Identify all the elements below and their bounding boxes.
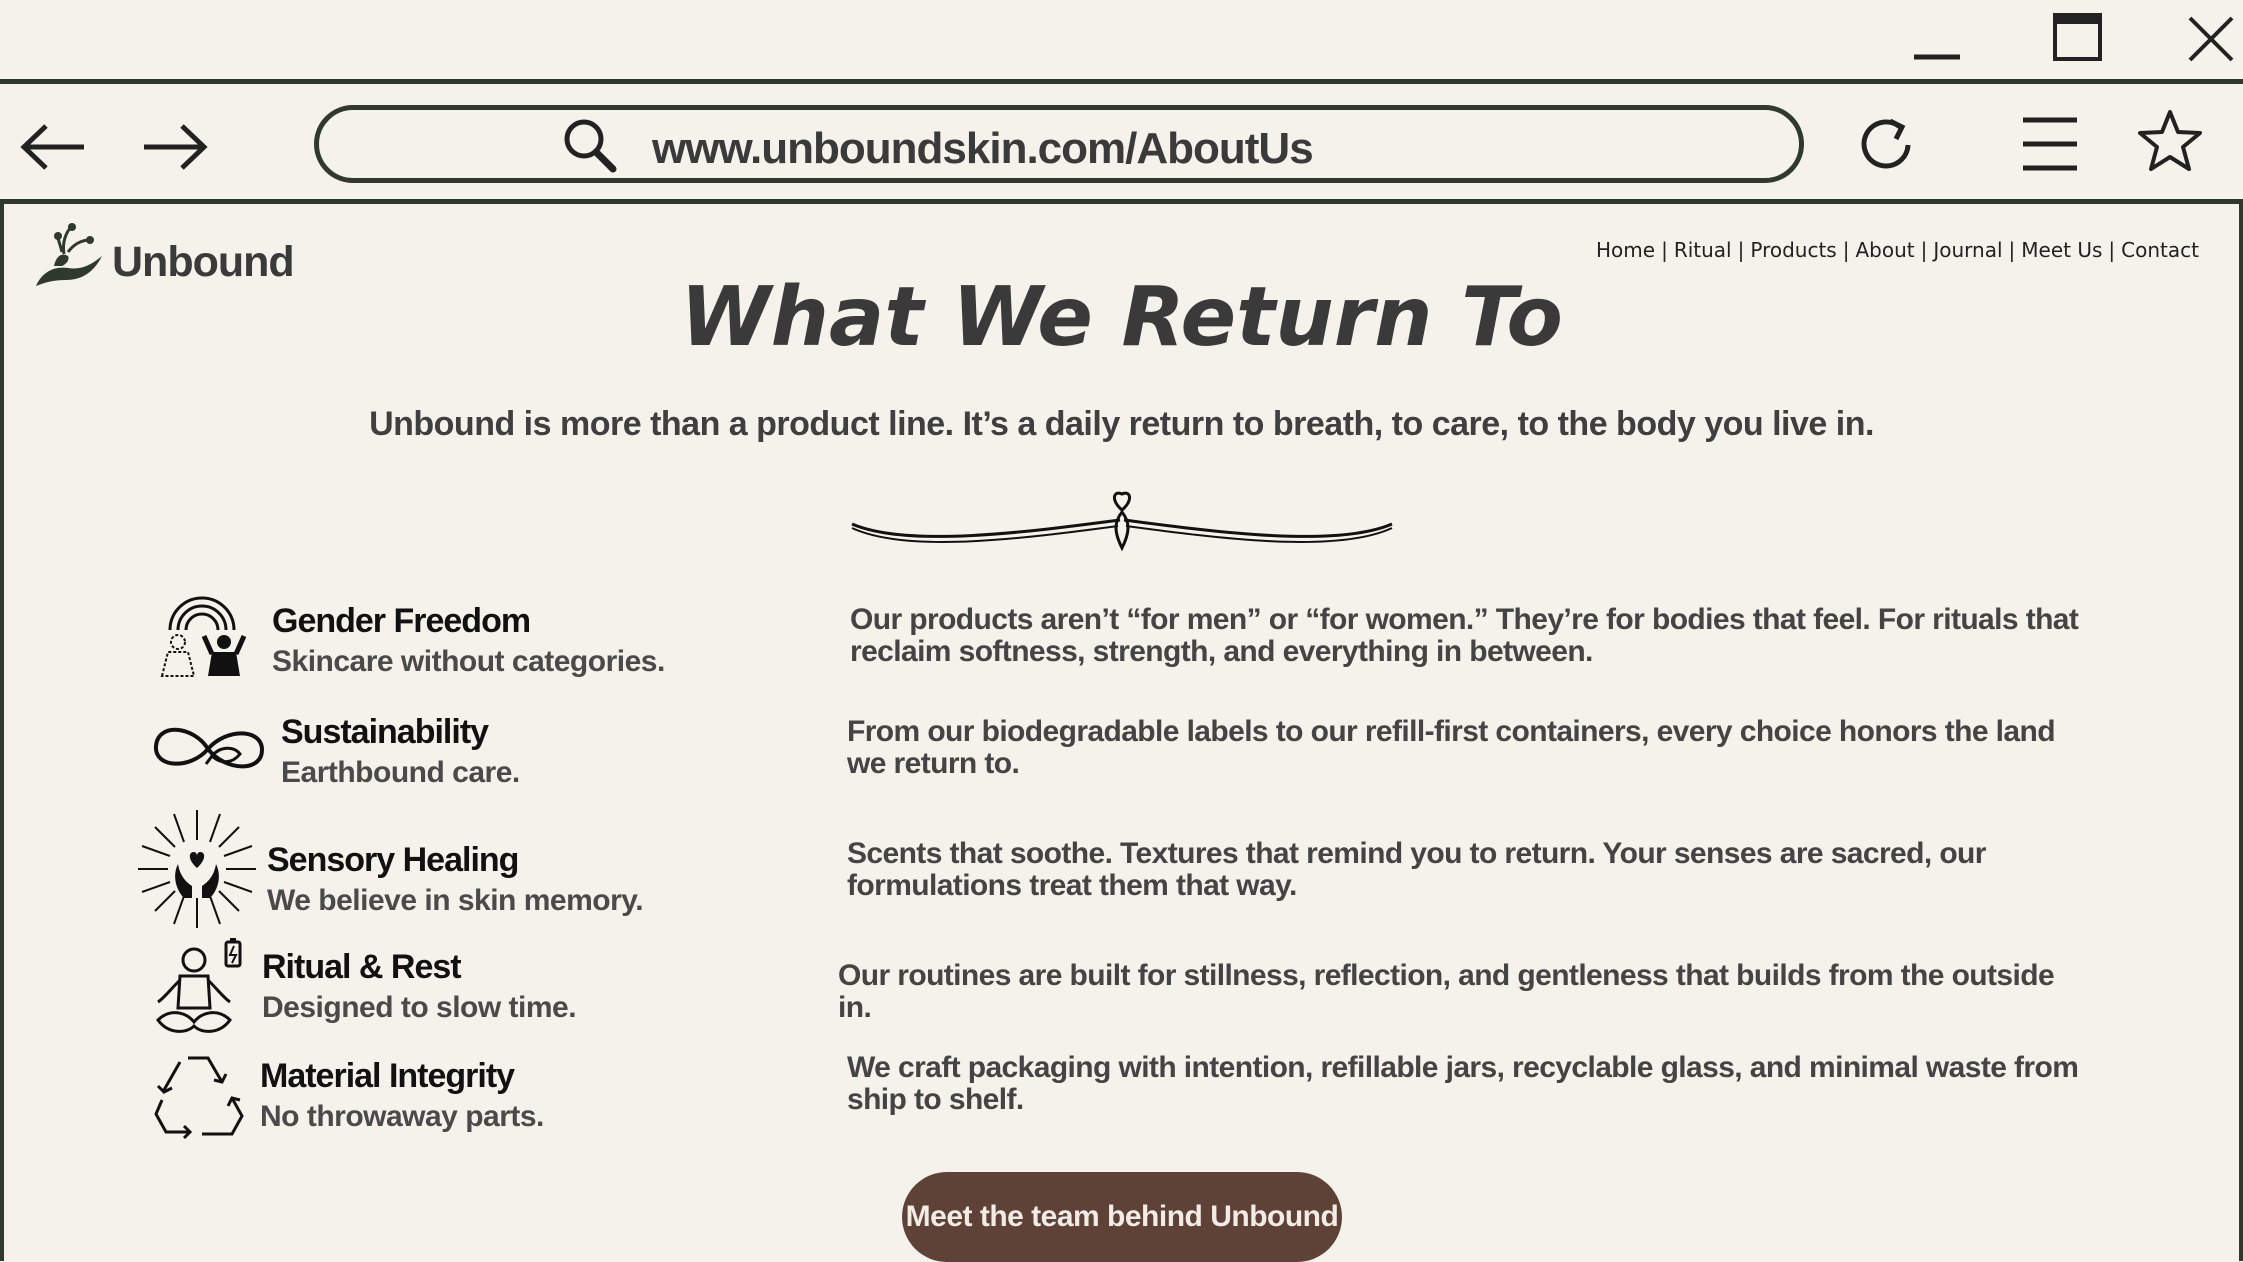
site-nav: Home | Ritual | Products | About | Journal | Meet Us | Contact [1596,238,2199,262]
meditation-icon [150,936,252,1042]
feature-subtitle: No throwaway parts. [260,1100,544,1133]
feature-subtitle: Skincare without categories. [272,645,665,678]
feature-ritual-rest [262,948,576,1025]
feature-description: Our products aren’t “for men” or “for women.” They’re for bodies that feel. For rituals that reclaim softness, strength, and everything in between. [850,603,2079,668]
meet-team-button[interactable]: Meet the team behind Unbound [902,1172,1342,1262]
forward-arrow-icon[interactable] [140,122,208,172]
feature-gender-freedom [272,602,665,679]
page-subtitle: Unbound is more than a product line. It’s a daily return to breath, to care, to the body you live in. [369,405,1874,443]
radiant-hands-heart-icon [134,806,260,932]
feature-sustainability [281,713,520,790]
nav-journal[interactable]: Journal [1933,238,2003,262]
nav-products[interactable]: Products [1750,238,1837,262]
nav-ritual[interactable]: Ritual [1673,238,1732,262]
feature-subtitle: We believe in skin memory. [267,884,644,917]
feature-description: Our routines are built for stillness, reflection, and gentleness that builds from the outside in. [838,959,2055,1024]
window-titlebar [0,0,2243,84]
search-icon [560,116,620,176]
feature-description: Scents that soothe. Textures that remind you to return. Your senses are sacred, our formulations treat them that way. [847,837,1986,902]
gender-freedom-icon [150,590,254,682]
feature-title: Sensory Healing [267,841,519,879]
nav-meet-us[interactable]: Meet Us [2021,238,2103,262]
url-text[interactable]: www.unboundskin.com/AboutUs [652,124,1313,173]
nav-about[interactable]: About [1855,238,1915,262]
close-icon[interactable] [2188,16,2234,62]
feature-sensory-healing [267,841,643,918]
feature-description: We craft packaging with intention, refillable jars, recyclable glass, and minimal waste from ship to shelf. [847,1051,2079,1116]
heart-divider-ornament-icon [848,488,1396,554]
feature-title: Material Integrity [260,1057,515,1095]
page-title: What We Return To [680,270,1563,365]
feature-title: Ritual & Rest [262,948,461,986]
nav-home[interactable]: Home [1596,238,1656,262]
maximize-icon[interactable] [2052,12,2104,62]
infinity-leaf-icon [150,716,268,782]
bookmark-star-icon[interactable] [2136,108,2204,174]
nav-contact[interactable]: Contact [2121,238,2199,262]
reload-icon[interactable] [1856,115,1922,177]
feature-title: Gender Freedom [272,602,531,640]
minimize-icon[interactable] [1912,50,1962,62]
feature-subtitle: Designed to slow time. [262,991,577,1024]
recycle-icon [152,1050,246,1142]
feature-description: From our biodegradable labels to our refill-first containers, every choice honors the land we return to. [847,715,2055,780]
feature-title: Sustainability [281,713,489,751]
back-arrow-icon[interactable] [20,122,88,172]
menu-icon[interactable] [2020,114,2080,174]
feature-subtitle: Earthbound care. [281,756,520,789]
feature-material-integrity [260,1057,544,1134]
brand-name[interactable]: Unbound [112,238,294,286]
